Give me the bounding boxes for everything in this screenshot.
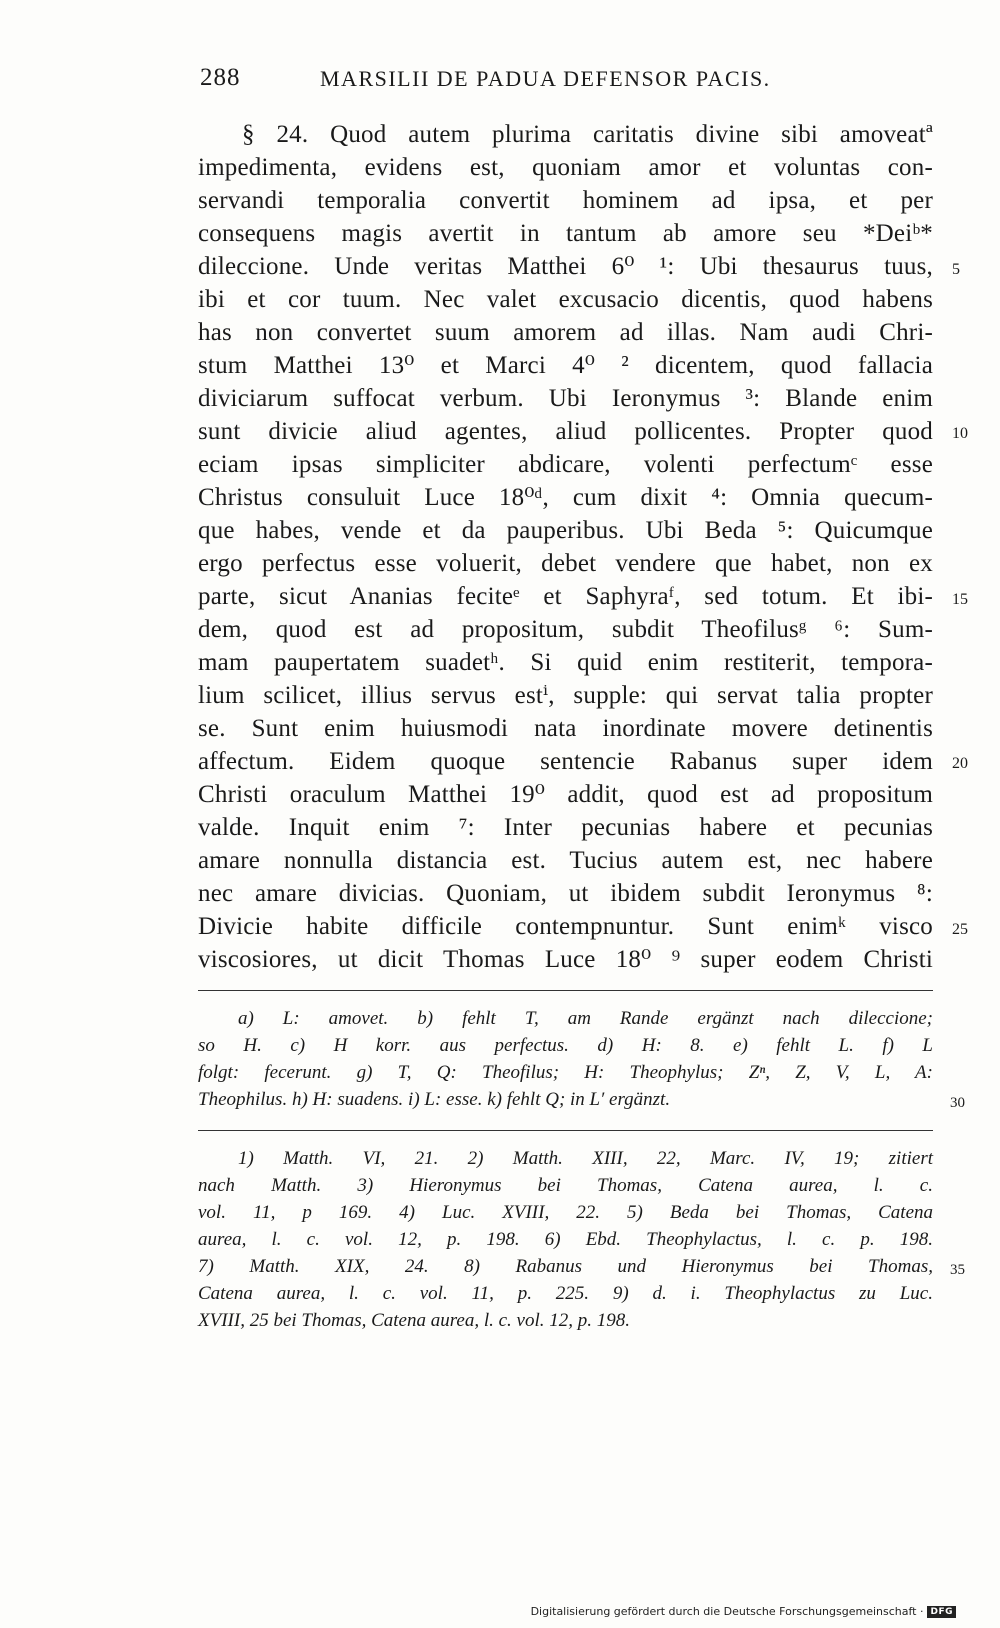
text-line: viscosiores, ut dicit Thomas Luce 18⁰ ⁹ super eodem Christi [198, 946, 934, 973]
text-line: impedimenta, evidens est, quoniam amor et voluntas con- [198, 154, 933, 181]
line-number: 20 [952, 755, 968, 772]
text-line: que habes, vende et da pauperibus. Ubi Beda ⁵: Quicumque [198, 517, 933, 544]
line-number: 25 [952, 921, 968, 938]
apparatus-line: a) L: amovet. b) fehlt T, am Rande ergänzt nach dileccione; [238, 1008, 933, 1029]
dfg-logo: DFG [927, 1606, 956, 1618]
note-line: nach Matth. 3) Hieronymus bei Thomas, Catena aurea, l. c. [198, 1175, 933, 1196]
digitization-credit [531, 1605, 956, 1618]
page-header [200, 64, 920, 104]
line-number: 15 [952, 591, 968, 608]
credit-text: Digitalisierung gefördert durch die Deutsche Forschungsgemeinschaft · [530, 1605, 924, 1618]
text-line: consequens magis avertit in tantum ab amore seu *Deiᵇ* [198, 220, 933, 247]
text-line: stum Matthei 13⁰ et Marci 4⁰ ² dicentem, quod fallacia [198, 352, 933, 379]
text-line: ergo perfectus esse voluerit, debet vendere que habet, non ex [198, 550, 933, 577]
line-number: 5 [952, 261, 960, 278]
apparatus-line: Theophilus. h) H: suadens. i) L: esse. k) fehlt Q; in L′ ergänzt. [198, 1089, 671, 1110]
text-line: § 24. Quod autem plurima caritatis divine sibi amoveatª [242, 121, 933, 148]
text-line: lium scilicet, illius servus estⁱ, supple: qui servat talia propter [198, 682, 933, 709]
text-line: dileccione. Unde veritas Matthei 6⁰ ¹: Ubi thesaurus tuus, [198, 253, 933, 280]
page-number: 288 [200, 64, 241, 91]
note-line: aurea, l. c. vol. 12, p. 198. 6) Ebd. Theophylactus, l. c. p. 198. [198, 1229, 933, 1250]
text-line: eciam ipsas simpliciter abdicare, volenti perfectumᶜ esse [198, 451, 933, 478]
note-line: 1) Matth. VI, 21. 2) Matth. XIII, 22, Marc. IV, 19; zitiert [238, 1148, 933, 1169]
text-line: sunt divicie aliud agentes, aliud pollicentes. Propter quod [198, 418, 933, 445]
divider [198, 1130, 933, 1131]
text-line: affectum. Eidem quoque sentencie Rabanus super idem [198, 748, 933, 775]
text-line: nec amare divicias. Quoniam, ut ibidem subdit Ieronymus ⁸: [198, 880, 933, 907]
text-line: parte, sicut Ananias feciteᵉ et Saphyraᶠ, sed totum. Et ibi- [198, 583, 933, 610]
text-line: ibi et cor tuum. Nec valet excusacio dicentis, quod habens [198, 286, 933, 313]
line-number: 10 [952, 425, 968, 442]
text-line: Christus consuluit Luce 18⁰ᵈ, cum dixit ⁴: Omnia quecum- [198, 484, 933, 511]
apparatus-line: so H. c) H korr. aus perfectus. d) H: 8. e) fehlt L. f) L [198, 1035, 933, 1056]
line-number: 35 [950, 1262, 965, 1278]
note-line: Catena aurea, l. c. vol. 11, p. 225. 9) d. i. Theophylactus zu Luc. [198, 1283, 933, 1304]
text-line: amare nonnulla distancia est. Tucius autem est, nec habere [198, 847, 933, 874]
line-number: 30 [950, 1095, 965, 1111]
apparatus-line: folgt: fecerunt. g) T, Q: Theofilus; H: Theophylus; Zⁿ, Z, V, L, A: [198, 1062, 933, 1083]
text-line: Divicie habite difficile contempnuntur. Sunt enimᵏ visco [198, 913, 933, 940]
text-line: dem, quod est ad propositum, subdit Theofilusᵍ ⁶: Sum- [198, 616, 933, 643]
text-line: has non convertet suum amorem ad illas. Nam audi Chri- [198, 319, 933, 346]
text-line: servandi temporalia convertit hominem ad ipsa, et per [198, 187, 933, 214]
note-line: vol. 11, p 169. 4) Luc. XVIII, 22. 5) Beda bei Thomas, Catena [198, 1202, 933, 1223]
text-line: mam paupertatem suadetʰ. Si quid enim restiterit, tempora- [198, 649, 933, 676]
note-line: XVIII, 25 bei Thomas, Catena aurea, l. c. vol. 12, p. 198. [198, 1310, 631, 1331]
text-line: diviciarum suffocat verbum. Ubi Ieronymus ³: Blande enim [198, 385, 933, 412]
running-title: MARSILII DE PADUA DEFENSOR PACIS. [320, 66, 771, 91]
note-line: 7) Matth. XIX, 24. 8) Rabanus und Hieronymus bei Thomas, [198, 1256, 933, 1277]
text-line: se. Sunt enim huiusmodi nata inordinate movere detinentis [198, 715, 933, 742]
text-line: valde. Inquit enim ⁷: Inter pecunias habere et pecunias [198, 814, 933, 841]
divider [198, 990, 933, 991]
text-line: Christi oraculum Matthei 19⁰ addit, quod est ad propositum [198, 781, 933, 808]
